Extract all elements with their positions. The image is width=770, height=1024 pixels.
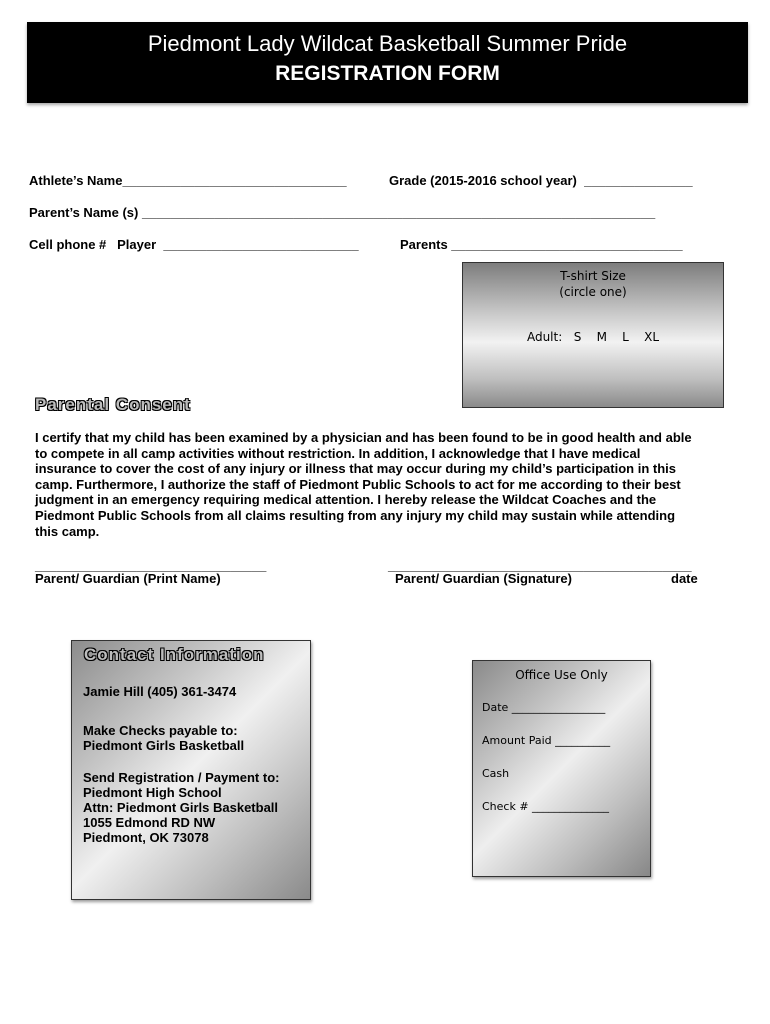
send-street: 1055 Edmond RD NW	[83, 815, 216, 830]
tshirt-size-options[interactable]: Adult: S M L XL	[526, 330, 660, 344]
office-cash-field[interactable]: Cash	[482, 767, 510, 780]
parental-consent-title: Parental Consent	[35, 395, 191, 414]
consent-line: to compete in all camp activities without restriction. In addition, I acknowledge that I have medical	[35, 445, 641, 461]
form-title: Piedmont Lady Wildcat Basketball Summer Pride	[147, 31, 628, 56]
print-name-line[interactable]: ________________________________	[35, 558, 267, 573]
consent-line: camp. Furthermore, I authorize the staff of Piedmont Public Schools to act for me according to their best	[35, 476, 681, 492]
contact-information-box	[71, 640, 311, 900]
send-heading: Send Registration / Payment to:	[83, 770, 280, 785]
send-attn: Attn: Piedmont Girls Basketball	[83, 800, 279, 815]
office-amount-paid-field[interactable]: Amount Paid __________	[482, 734, 611, 747]
consent-line: I certify that my child has been examined by a physician and has been found to be in good health and able	[35, 430, 692, 445]
parents-name-field[interactable]: Parent’s Name (s) _______________________________________________________________________	[29, 205, 656, 220]
contact-phone: Jamie Hill (405) 361-3474	[83, 684, 237, 699]
athlete-name-field[interactable]: Athlete’s Name_______________________________	[29, 173, 347, 188]
print-name-label: Parent/ Guardian (Print Name)	[35, 571, 221, 586]
send-school: Piedmont High School	[83, 785, 222, 800]
checks-payee: Piedmont Girls Basketball	[83, 738, 245, 753]
parental-consent-text	[35, 430, 747, 539]
tshirt-size-title: T-shirt Size	[560, 269, 626, 283]
parents-cell-phone-field[interactable]: Parents ________________________________	[400, 237, 683, 252]
grade-field[interactable]: Grade (2015-2016 school year) _______________	[389, 173, 693, 188]
contact-title: Contact Information	[84, 645, 265, 664]
tshirt-size-box[interactable]	[462, 262, 724, 408]
consent-line: this camp.	[35, 523, 100, 539]
consent-line: Piedmont Public Schools from all claims resulting from any injury my child may sustain while attending	[35, 507, 676, 523]
signature-label: Parent/ Guardian (Signature)	[395, 571, 572, 586]
office-date-field[interactable]: Date _________________	[482, 701, 606, 714]
office-use-title: Office Use Only	[515, 668, 608, 682]
send-city: Piedmont, OK 73078	[83, 830, 209, 845]
form-header	[27, 22, 748, 103]
office-use-box	[472, 660, 651, 877]
form-subtitle: REGISTRATION FORM	[275, 62, 500, 85]
tshirt-size-note: (circle one)	[559, 285, 627, 299]
player-cell-phone-field[interactable]: Cell phone # Player ___________________________	[29, 237, 359, 252]
signature-line[interactable]: __________________________________________	[388, 558, 692, 573]
checks-heading: Make Checks payable to:	[83, 723, 238, 738]
date-label: date	[671, 571, 698, 586]
consent-line: insurance to cover the cost of any injury or illness that may occur during my child’s participation in this	[35, 461, 676, 477]
office-check-field[interactable]: Check # ______________	[482, 800, 610, 813]
consent-line: judgment in an emergency requiring medical attention. I hereby release the Wildcat Coaches and the	[35, 492, 657, 508]
